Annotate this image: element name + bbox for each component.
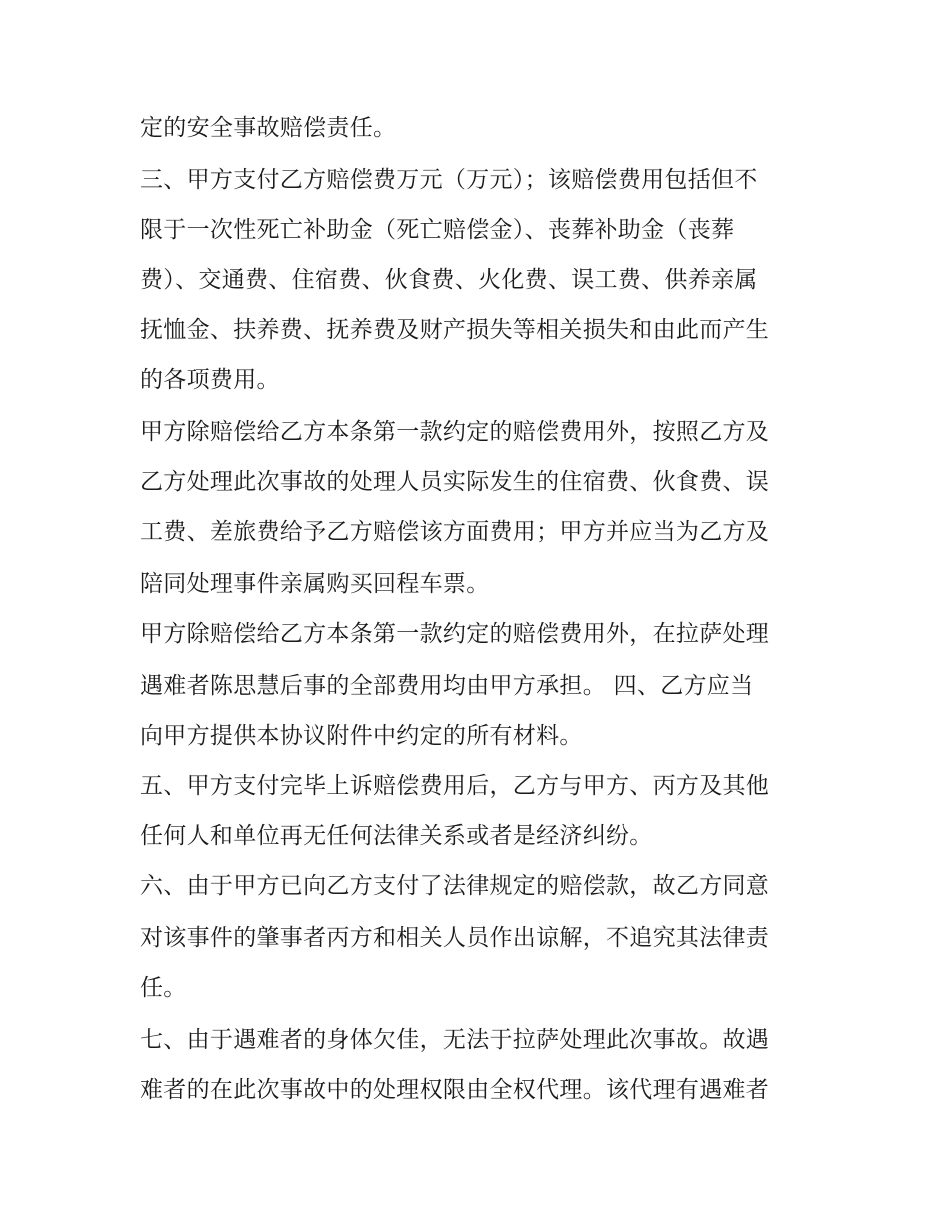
text-line: 抚恤金、扶养费、抚养费及财产损失等相关损失和由此而产生 [140,317,770,343]
text-line: 三、甲方支付乙方赔偿费万元（万元）；该赔偿费用包括但不 [140,167,758,193]
text-line: 遇难者陈思慧后事的全部费用均由甲方承担。 四、乙方应当 [140,673,754,699]
text-line: 乙方处理此次事故的处理人员实际发生的住宿费、伙食费、误 [140,469,770,495]
text-line: 工费、差旅费给予乙方赔偿该方面费用；甲方并应当为乙方及 [140,519,770,545]
text-line: 对该事件的肇事者丙方和相关人员作出谅解，不追究其法律责 [140,925,770,951]
text-line: 任。 [140,975,187,1001]
text-line: 甲方除赔偿给乙方本条第一款约定的赔偿费用外，在拉萨处理 [140,621,770,647]
text-line: 七、由于遇难者的身体欠佳，无法于拉萨处理此次事故。故遇 [140,1027,770,1053]
text-line: 限于一次性死亡补助金（死亡赔偿金）、丧葬补助金（丧葬 [140,217,735,243]
text-line: 五、甲方支付完毕上诉赔偿费用后，乙方与甲方、丙方及其他 [140,773,770,799]
text-line: 的各项费用。 [140,367,280,393]
text-line: 甲方除赔偿给乙方本条第一款约定的赔偿费用外，按照乙方及 [140,419,770,445]
text-line: 六、由于甲方已向乙方支付了法律规定的赔偿款，故乙方同意 [140,873,770,899]
text-line: 难者的在此次事故中的处理权限由全权代理。该代理有遇难者 [140,1077,770,1103]
text-line: 费）、交通费、住宿费、伙食费、火化费、误工费、供养亲属 [140,267,758,293]
text-line: 定的安全事故赔偿责任。 [140,115,397,141]
text-line: 任何人和单位再无任何法律关系或者是经济纠纷。 [140,823,653,849]
text-line: 陪同处理事件亲属购买回程车票。 [140,571,490,597]
text-line: 向甲方提供本协议附件中约定的所有材料。 [140,723,583,749]
